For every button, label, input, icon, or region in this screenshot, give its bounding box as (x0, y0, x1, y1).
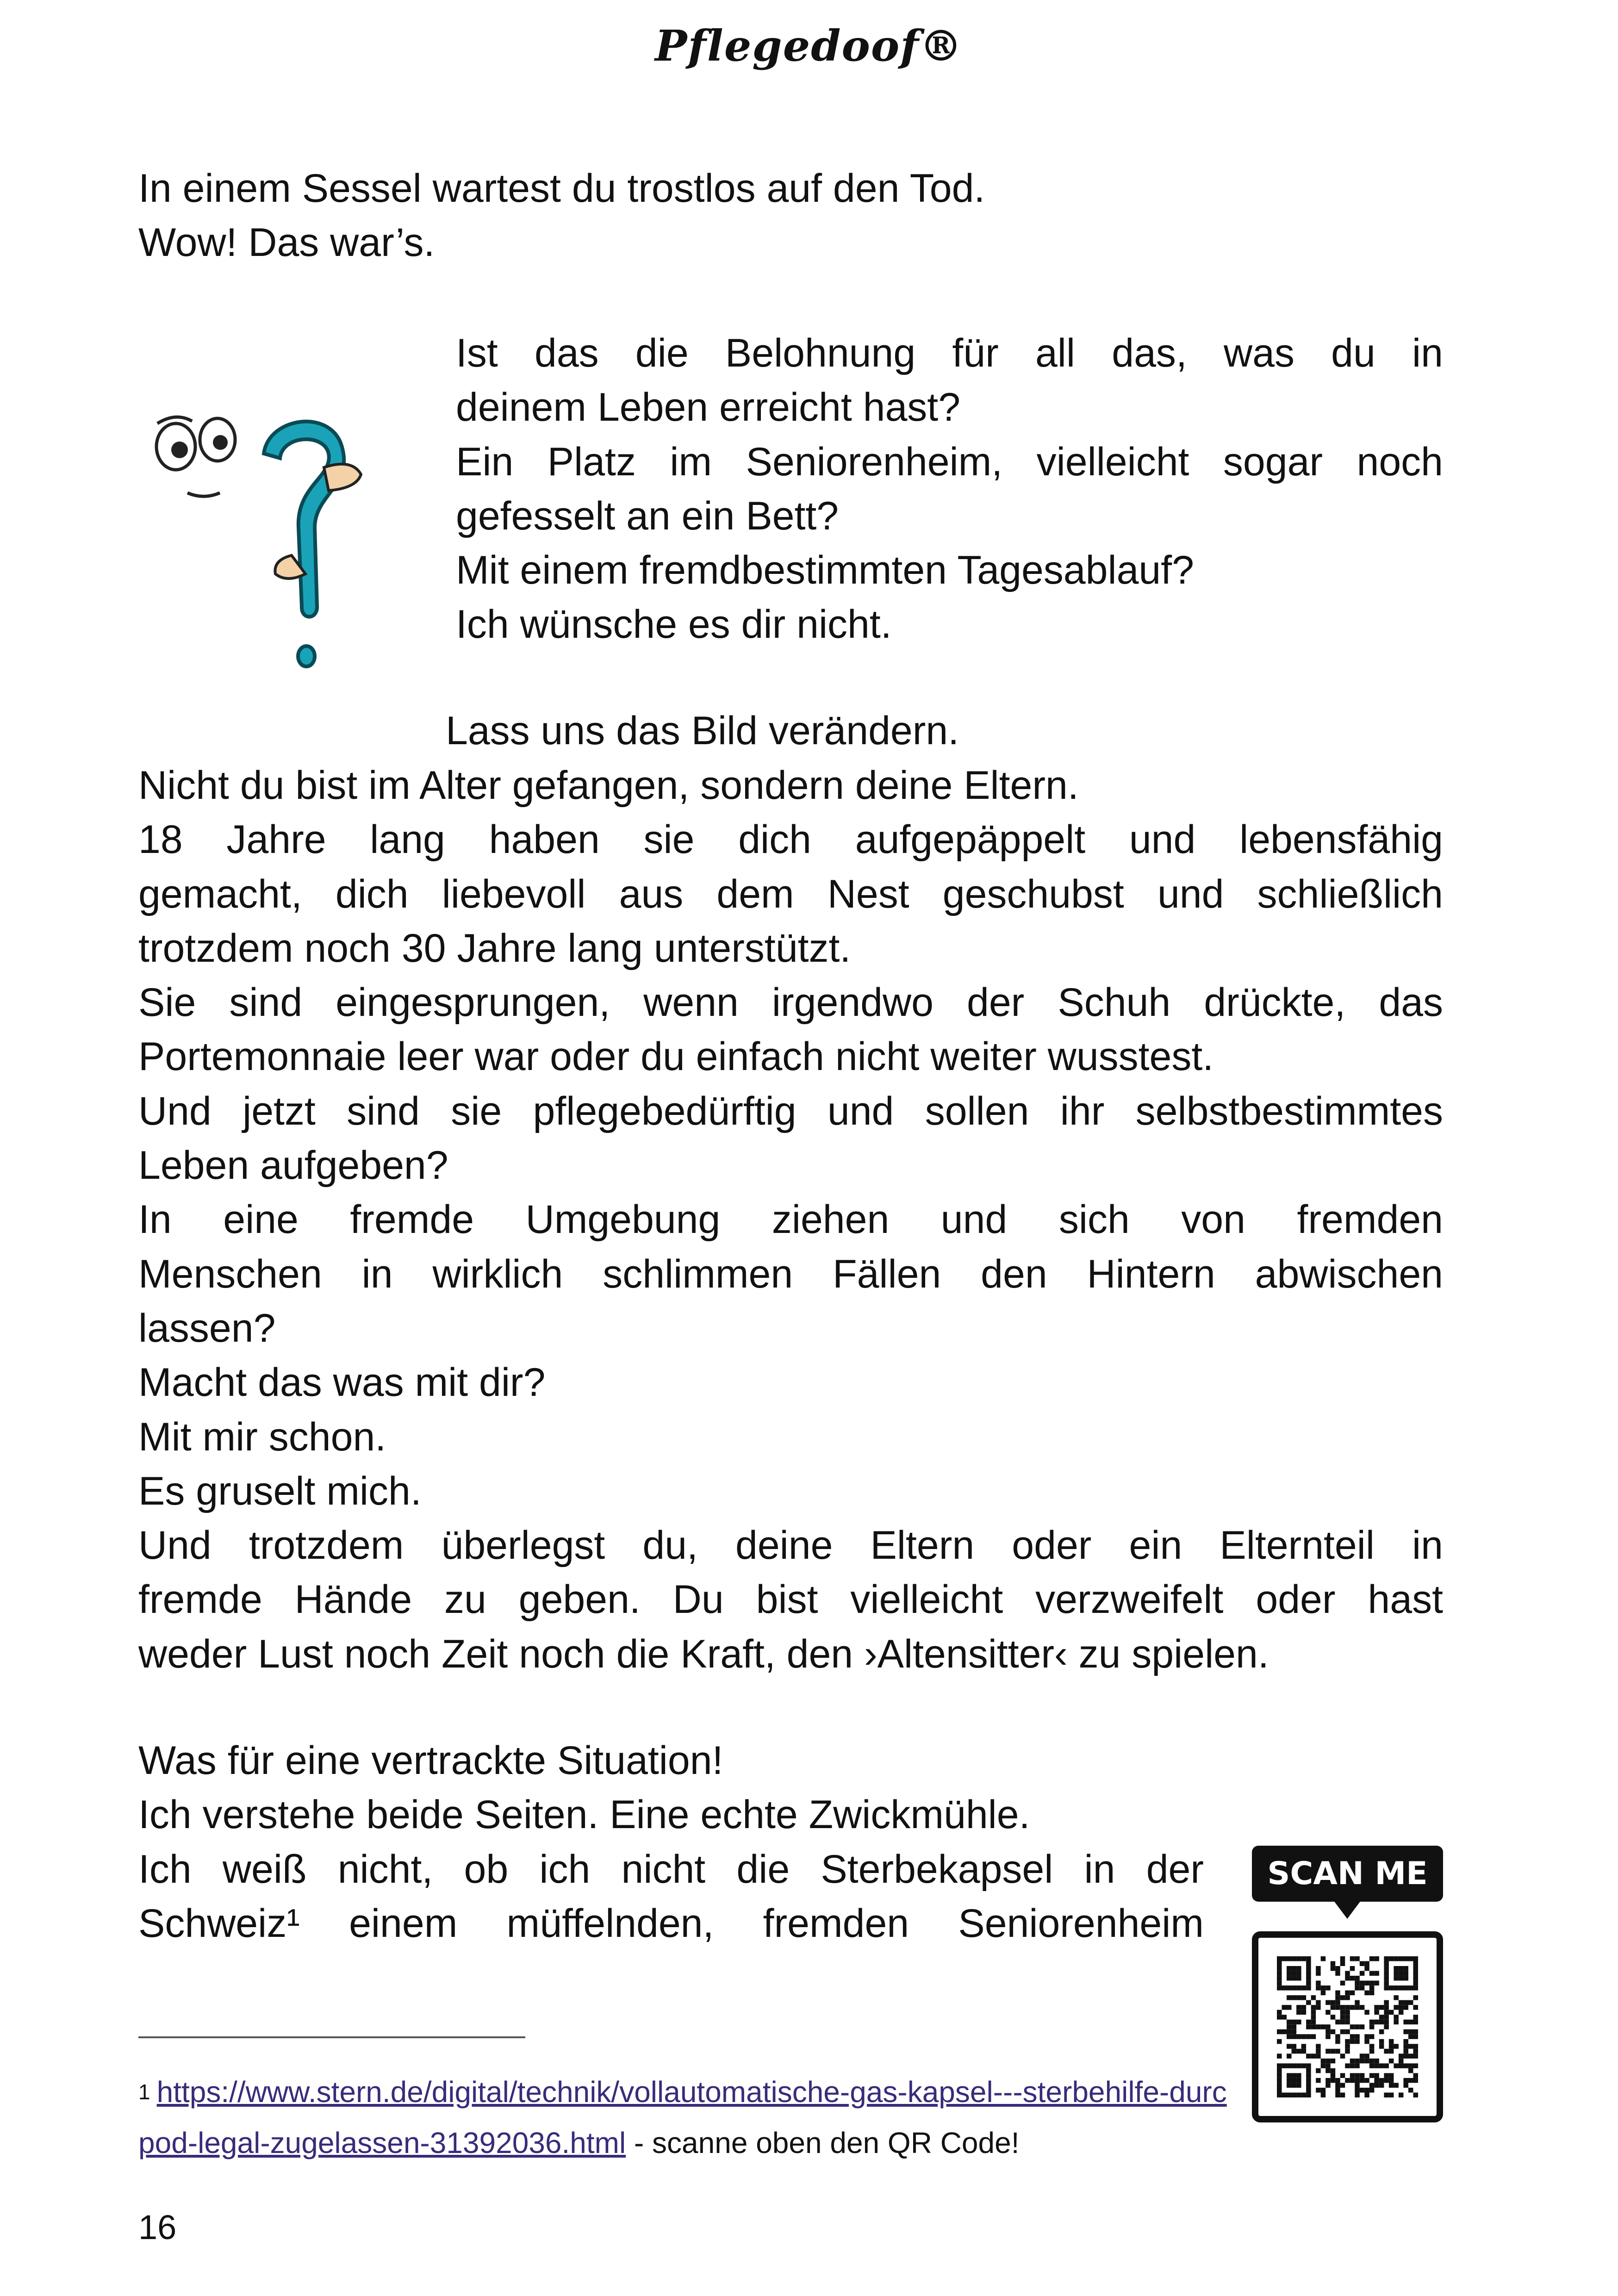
text-line: Es gruselt mich. (138, 1468, 422, 1513)
text-line: In eine fremde Umgebung ziehen und sich von fremden (138, 1197, 1443, 1242)
page-number: 16 (138, 2208, 177, 2246)
qr-code-pattern (1277, 1956, 1418, 2097)
scan-me-label: SCAN ME (1252, 1846, 1443, 1902)
text-line: Leben aufgeben? (138, 1143, 448, 1188)
text-line: Ich wünsche es dir nicht. (456, 602, 892, 647)
question-paragraph (456, 326, 1443, 652)
centered-line (446, 704, 959, 758)
footnote-line-2 (138, 2124, 1019, 2161)
text-line: Lass uns das Bild verändern. (446, 709, 959, 753)
text-line: Menschen in wirklich schlimmen Fällen den Hintern abwischen (138, 1251, 1443, 1296)
text-line: weder Lust noch Zeit noch die Kraft, den ›Altensitter‹ zu spielen. (138, 1631, 1269, 1676)
closing-paragraph (138, 1734, 1204, 1951)
text-line: Was für eine vertrackte Situation! (138, 1738, 723, 1783)
text-line: In einem Sessel wartest du trostlos auf den Tod. (138, 166, 985, 211)
text-line: Ein Platz im Seniorenheim, vielleicht sogar noch (456, 439, 1443, 484)
text-line: Und trotzdem überlegst du, deine Eltern oder ein Elternteil in (138, 1523, 1443, 1568)
brand-header: Pflegedoof® (655, 21, 963, 71)
text-line: trotzdem noch 30 Jahre lang unterstützt. (138, 926, 851, 971)
footnote-link[interactable]: https://www.stern.de/digital/technik/vollautomatische-gas-kapsel---sterbehilfe-durc (156, 2075, 1227, 2109)
main-paragraph (138, 759, 1443, 1681)
text-line: Wow! Das war’s. (138, 220, 435, 265)
text-line: Mit einem fremdbestimmten Tagesablauf? (456, 548, 1194, 593)
text-line: deinem Leben erreicht hast? (456, 385, 961, 430)
text-line: gefesselt an ein Bett? (456, 493, 839, 538)
footnote-divider (138, 2036, 525, 2038)
text-line: Macht das was mit dir? (138, 1360, 546, 1405)
footnote-line-1 (138, 2073, 1227, 2110)
text-line: Sie sind eingesprungen, wenn irgendwo der Schuh drückte, das (138, 980, 1443, 1025)
question-mark-mascot-illustration (139, 389, 384, 680)
qr-code[interactable] (1252, 1931, 1443, 2122)
footnote-suffix: - scanne oben den QR Code! (626, 2126, 1020, 2159)
text-line: Schweiz¹ einem müffelnden, fremden Seniorenheim (138, 1901, 1204, 1946)
footnote-number: 1 (138, 2080, 150, 2104)
footnote-link-continued[interactable]: pod-legal-zugelassen-31392036.html (138, 2126, 626, 2159)
intro-paragraph (138, 162, 1443, 270)
text-line: Nicht du bist im Alter gefangen, sondern deine Eltern. (138, 763, 1079, 808)
text-line: fremde Hände zu geben. Du bist vielleicht verzweifelt oder hast (138, 1577, 1443, 1622)
text-line: Mit mir schon. (138, 1414, 386, 1459)
text-line: Und jetzt sind sie pflegebedürftig und sollen ihr selbstbestimmtes (138, 1089, 1443, 1133)
text-line: Portemonnaie leer war oder du einfach nicht weiter wusstest. (138, 1034, 1214, 1079)
text-line: lassen? (138, 1306, 276, 1350)
text-line: 18 Jahre lang haben sie dich aufgepäppelt und lebensfähig (138, 817, 1443, 862)
text-line: gemacht, dich liebevoll aus dem Nest geschubst und schließlich (138, 871, 1443, 916)
text-line: Ich weiß nicht, ob ich nicht die Sterbekapsel in der (138, 1847, 1204, 1892)
text-line: Ist das die Belohnung für all das, was du in (456, 331, 1443, 375)
text-line: Ich verstehe beide Seiten. Eine echte Zwickmühle. (138, 1792, 1030, 1837)
